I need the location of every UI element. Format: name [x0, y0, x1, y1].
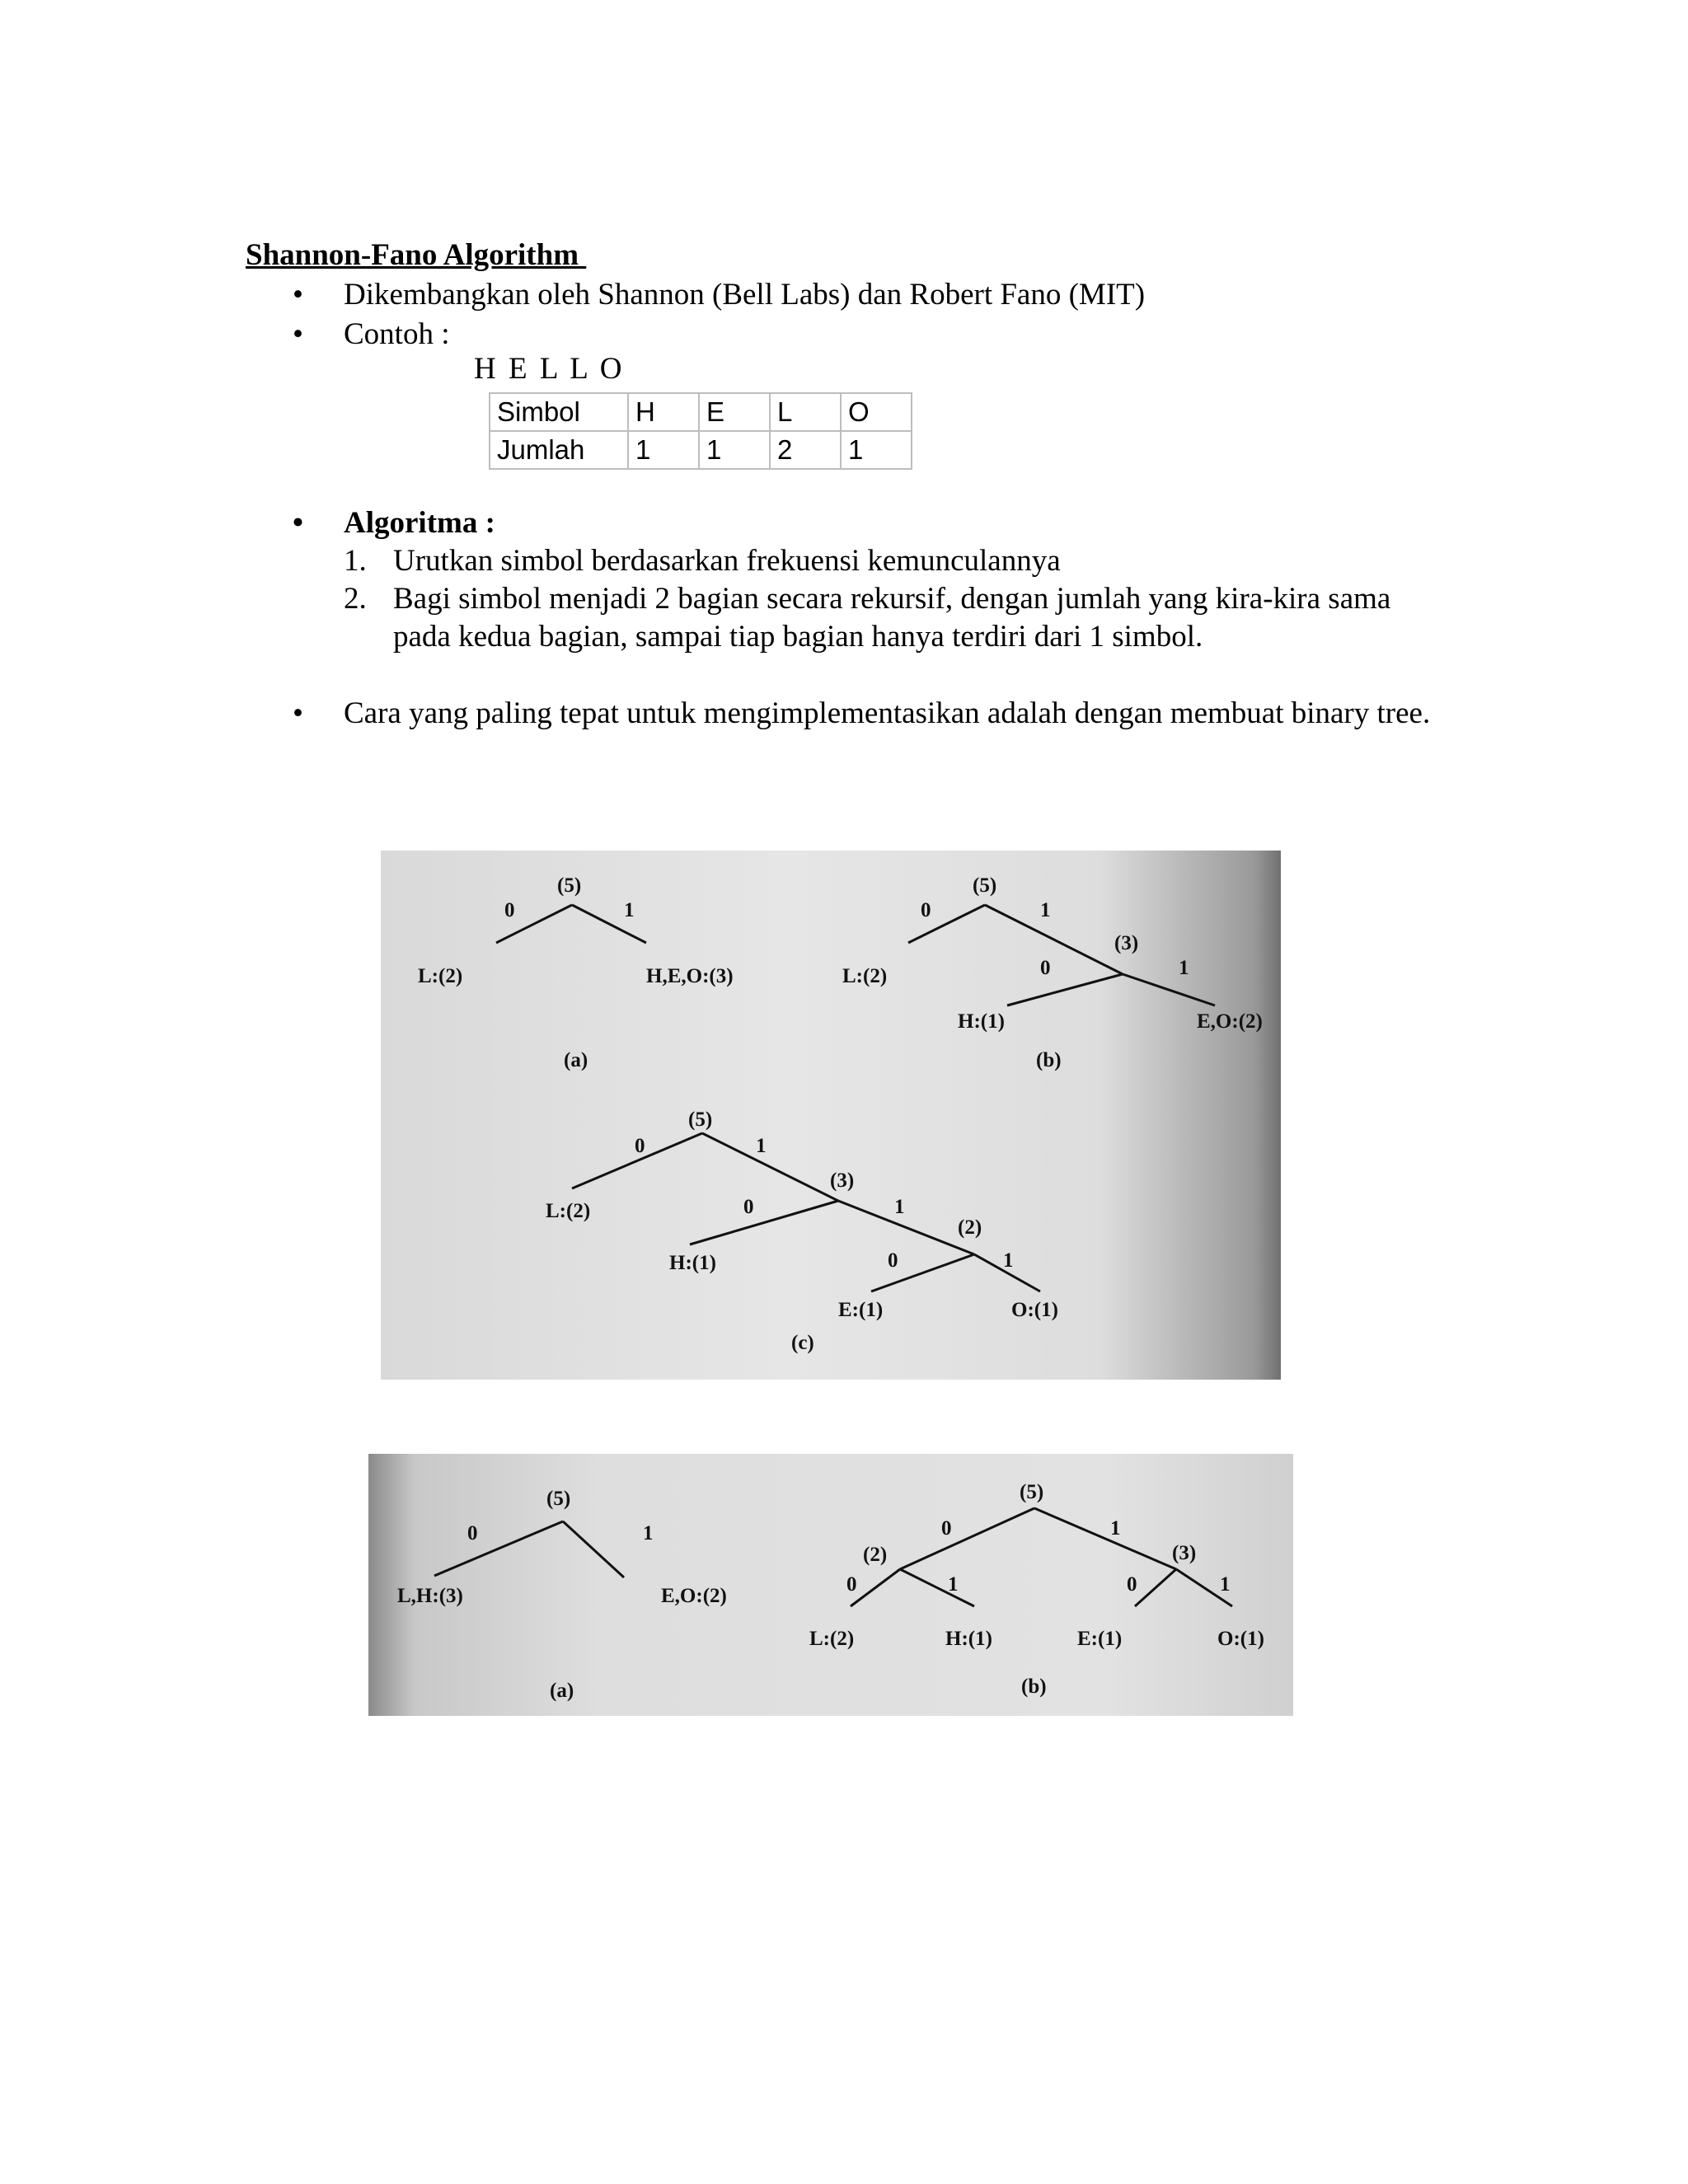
tree-diagram: [368, 1454, 1293, 1716]
table-cell: 1: [841, 431, 912, 469]
tree-node-label: E,O:(2): [1197, 1010, 1263, 1033]
table-cell: L: [770, 393, 841, 431]
bullet-text: Algoritma :: [344, 506, 495, 540]
table-cell: 1: [699, 431, 770, 469]
tree-node-label: (5): [688, 1108, 713, 1131]
edge-label: 1: [948, 1573, 959, 1596]
tree-node-label: H:(1): [958, 1010, 1005, 1033]
bullet-text: Cara yang paling tepat untuk mengimplementasikan adalah dengan membuat binary tree.: [344, 696, 1431, 730]
tree-node-label: H,E,O:(3): [646, 965, 734, 987]
edge-label: 0: [743, 1196, 754, 1218]
bullet-item-example: [293, 316, 450, 354]
figure-caption: (a): [550, 1680, 574, 1702]
bullet-text: Contoh :: [344, 317, 450, 351]
table-header-cell: Jumlah: [490, 431, 628, 469]
tree-node-label: L:(2): [546, 1200, 591, 1222]
tree-node-label: (3): [1172, 1542, 1197, 1564]
tree-node-label: L:(2): [842, 965, 888, 987]
tree-node-label: L:(2): [418, 965, 463, 987]
page-title: Shannon-Fano Algorithm: [246, 238, 587, 272]
edge-label: 1: [643, 1522, 654, 1544]
step-text: Urutkan simbol berdasarkan frekuensi kemunculannya: [393, 544, 1061, 578]
tree-node-label: (5): [557, 874, 582, 897]
table-row: [490, 431, 912, 469]
edge-label: 0: [635, 1135, 645, 1157]
scanned-figure-comparison-trees: [368, 1454, 1293, 1716]
edge-label: 0: [888, 1249, 898, 1272]
tree-node-label: (3): [1114, 932, 1139, 954]
edge-label: 1: [624, 899, 635, 921]
list-item: [344, 580, 1440, 656]
bullet-marker: •: [293, 317, 303, 351]
edge-label: 1: [1040, 899, 1051, 921]
step-text: Bagi simbol menjadi 2 bagian secara rekursif, dengan jumlah yang kira-kira sama pada kedua bagian, sampai tiap bagian hanya terdiri dari 1 simbol.: [393, 582, 1391, 654]
example-word: H E L L O: [474, 352, 625, 386]
edge-label: 0: [846, 1573, 857, 1596]
tree-node-label: (5): [973, 874, 997, 897]
table-row: [490, 393, 912, 431]
tree-node-label: O:(1): [1011, 1299, 1058, 1321]
table-header-cell: Simbol: [490, 393, 628, 431]
tree-node-label: O:(1): [1217, 1628, 1264, 1650]
tree-node-label: (5): [546, 1488, 571, 1510]
edge-label: 1: [756, 1135, 767, 1157]
tree-node-label: (3): [830, 1169, 855, 1192]
algorithm-steps: [344, 542, 1440, 656]
edge-label: 1: [1220, 1573, 1231, 1596]
scanned-figure-shannon-fano-trees: [381, 851, 1281, 1380]
tree-node-label: (5): [1020, 1481, 1044, 1503]
bullet-item-algorithm: [293, 504, 495, 542]
bullet-text: Dikembangkan oleh Shannon (Bell Labs) dan Robert Fano (MIT): [344, 278, 1146, 312]
table-cell: E: [699, 393, 770, 431]
tree-node-label: E:(1): [838, 1299, 884, 1321]
tree-node-label: (2): [863, 1544, 888, 1566]
tree-node-label: E:(1): [1077, 1628, 1123, 1650]
table-cell: 1: [628, 431, 699, 469]
step-number: 1.: [344, 544, 367, 578]
figure-caption: (b): [1021, 1675, 1047, 1698]
edge-label: 1: [1179, 957, 1189, 979]
bullet-item-origin: [293, 276, 1146, 314]
frequency-table: [489, 392, 912, 470]
tree-edges: [496, 905, 1215, 1291]
edge-label: 0: [1127, 1573, 1137, 1596]
tree-diagram: [381, 851, 1281, 1380]
tree-node-label: L:(2): [809, 1628, 855, 1650]
figure-caption: (c): [791, 1332, 814, 1354]
edge-label: 0: [504, 899, 515, 921]
figure-caption: (b): [1036, 1049, 1062, 1071]
step-number: 2.: [344, 582, 367, 616]
tree-node-label: (2): [958, 1216, 982, 1239]
bullet-marker: •: [293, 506, 303, 540]
edge-label: 0: [1040, 957, 1051, 979]
list-item: [344, 542, 1440, 580]
edge-label: 1: [1110, 1517, 1121, 1540]
tree-node-label: H:(1): [669, 1252, 716, 1274]
figure-caption: (a): [564, 1049, 588, 1071]
edge-label: 1: [1003, 1249, 1014, 1272]
edge-label: 0: [467, 1522, 478, 1544]
table-cell: 2: [770, 431, 841, 469]
tree-node-label: H:(1): [945, 1628, 992, 1650]
bullet-item-binary-tree: [293, 695, 1440, 733]
bullet-marker: •: [293, 696, 303, 730]
tree-node-label: E,O:(2): [661, 1585, 727, 1607]
table-cell: O: [841, 393, 912, 431]
edge-label: 1: [894, 1196, 905, 1218]
table-cell: H: [628, 393, 699, 431]
bullet-marker: •: [293, 278, 303, 312]
tree-node-label: L,H:(3): [397, 1585, 463, 1607]
edge-label: 0: [941, 1517, 952, 1540]
edge-label: 0: [921, 899, 931, 921]
